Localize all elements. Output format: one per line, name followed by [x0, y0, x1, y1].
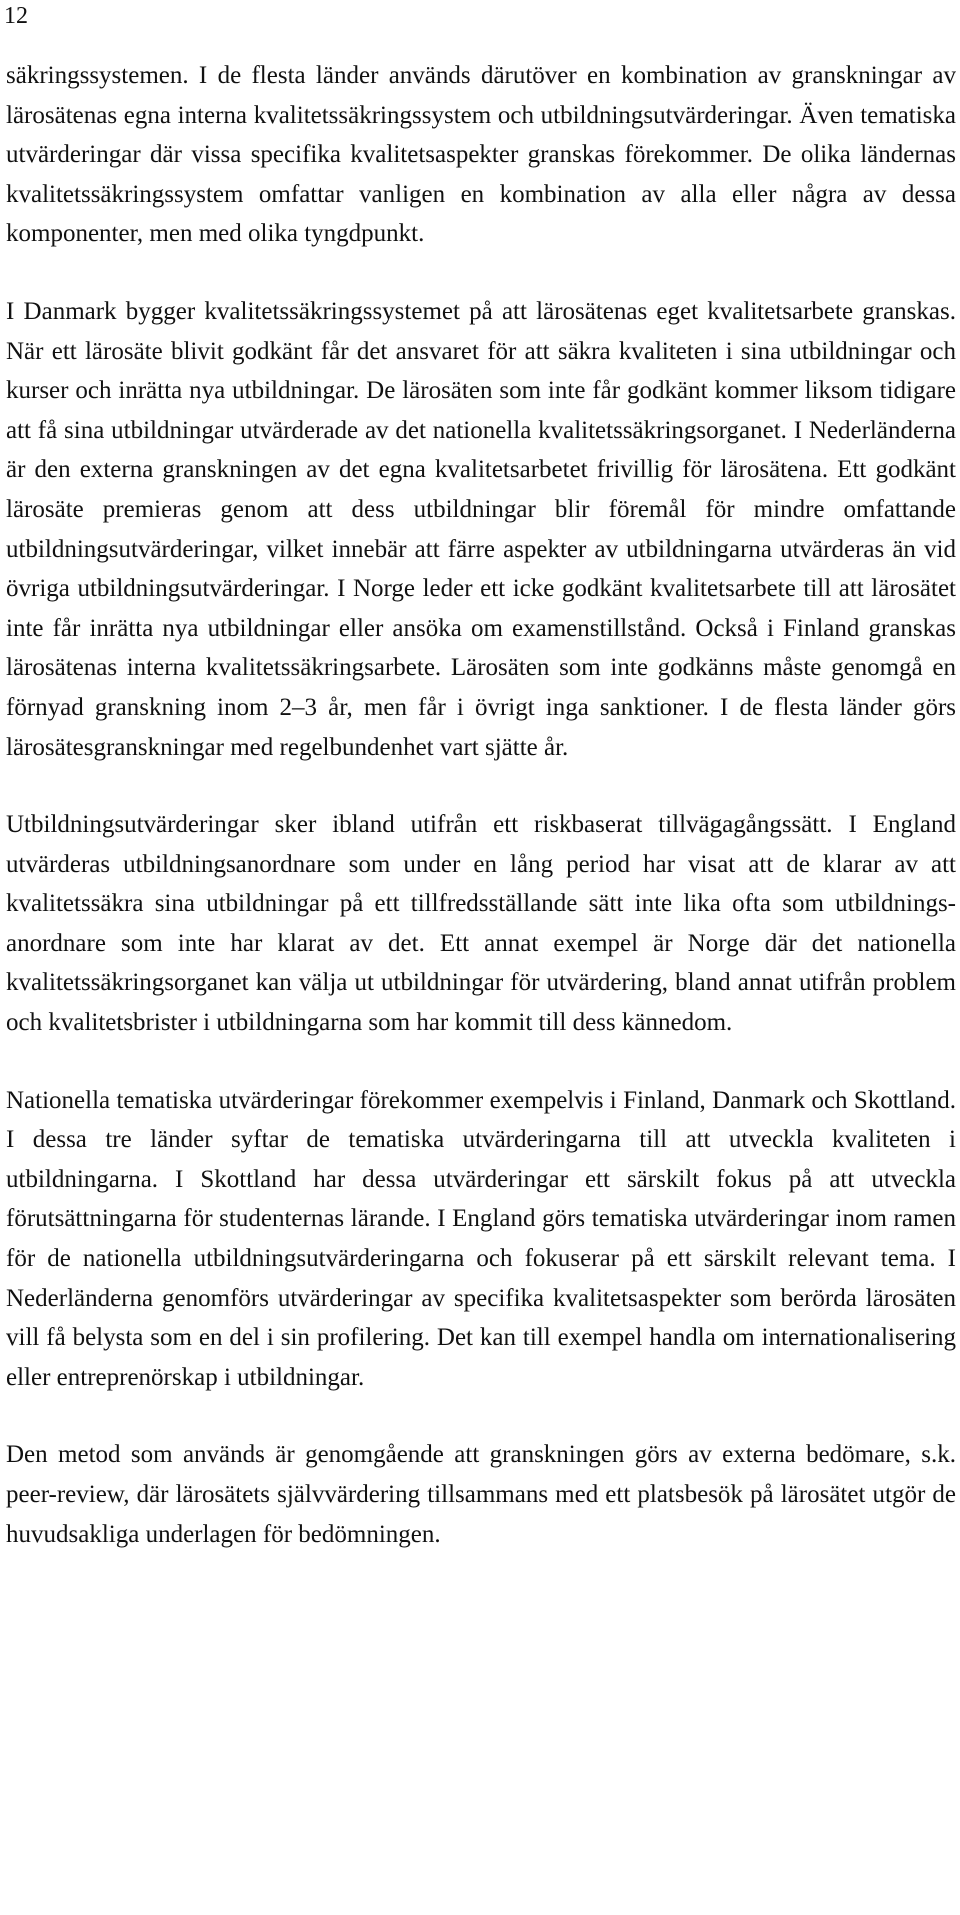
- body-text: [6, 56, 956, 1592]
- page-number: 12: [4, 3, 28, 29]
- paragraph-peer-review-method: Den metod som används är genomgående att granskningen görs av externa bedömare, s.k. peer-review, där lärosätets självvärdering tillsammans med ett platsbesök på lärosätet utgör de huvudsakliga underlagen för bedömningen.: [6, 1441, 956, 1548]
- paragraph-institutional-reviews: I Danmark bygger kvalitetssäkringssystemet på att lärosätenas eget kvalitetsarbete granskas. När ett lärosäte blivit godkänt får det ansvaret för att säkra kvaliteten i sina utbildningar och kurser och inrätta nya utbildningar. De lärosäten som inte får godkänt kommer liksom tidigare att få sina utbildningar utvärderade av det nationella kvalitetssäkringsorganet. I Nederländerna är den externa granskningen av det egna kvalitetsarbetet frivillig för lärosätena. Ett godkänt lärosäte premieras genom att dess utbildningar blir föremål för mindre omfattande utbildningsutvärderingar, vilket innebär att färre aspekter av utbildningarna utvärderas än vid övriga utbildningsutvärderingar. I Norge leder ett icke godkänt kvalitetsarbete till att lärosätet inte får inrätta nya utbildningar eller ansöka om examenstillstånd. Också i Finland granskas lärosätenas interna kvalitetssäkringsarbete. Lärosäten som inte godkänns måste genomgå en förnyad granskning inom 2–3 år, men får i övrigt inga sanktioner. I de flesta länder görs lärosätesgranskningar med regelbundenhet vart sjätte år.: [6, 297, 956, 761]
- paragraph-quality-systems-overview: säkringssystemen. I de flesta länder används därutöver en kombination av granskningar av lärosätenas egna interna kvalitetssäkringssystem och utbildningsutvärderingar. Även tematiska utvärderingar där vissa specifika kvalitetsaspekter granskas förekommer. De olika ländernas kvalitetssäkringssystem omfattar vanligen en kombination av alla eller några av dessa komponenter, men med olika tyngdpunkt.: [6, 62, 956, 248]
- paragraph-risk-based-evaluations: Utbildningsutvärderingar sker ibland utifrån ett riskbaserat tillvägagångssätt. I England utvärderas utbildningsanordnare som under en lång period har visat att de klarar av att kvalitetssäkra sina utbildningar på ett tillfredsställande sätt inte lika ofta som utbildningsanordnare som inte har klarat av det. Ett annat exempel är Norge där det nationella kvalitetssäkringsorganet kan välja ut utbildningar för utvärdering, bland annat utifrån problem och kvalitetsbrister i utbildningarna som har kommit till dess kännedom.: [6, 811, 956, 1037]
- paragraph-thematic-evaluations: Nationella tematiska utvärderingar förekommer exempelvis i Finland, Danmark och Skottland. I dessa tre länder syftar de tematiska utvärderingarna till att utveckla kvaliteten i utbildningarna. I Skottland har dessa utvärderingar ett särskilt fokus på att utveckla förutsättningarna för studenternas lärande. I England görs tematiska utvärderingar inom ramen för de nationella utbildningsutvärderingarna och fokuserar på ett särskilt relevant tema. I Nederländerna genomförs utvärderingar av specifika kvalitetsaspekter som berörda lärosäten vill få belysta som en del i sin profilering. Det kan till exempel handla om internationalisering eller entreprenörskap i utbildningar.: [6, 1086, 956, 1391]
